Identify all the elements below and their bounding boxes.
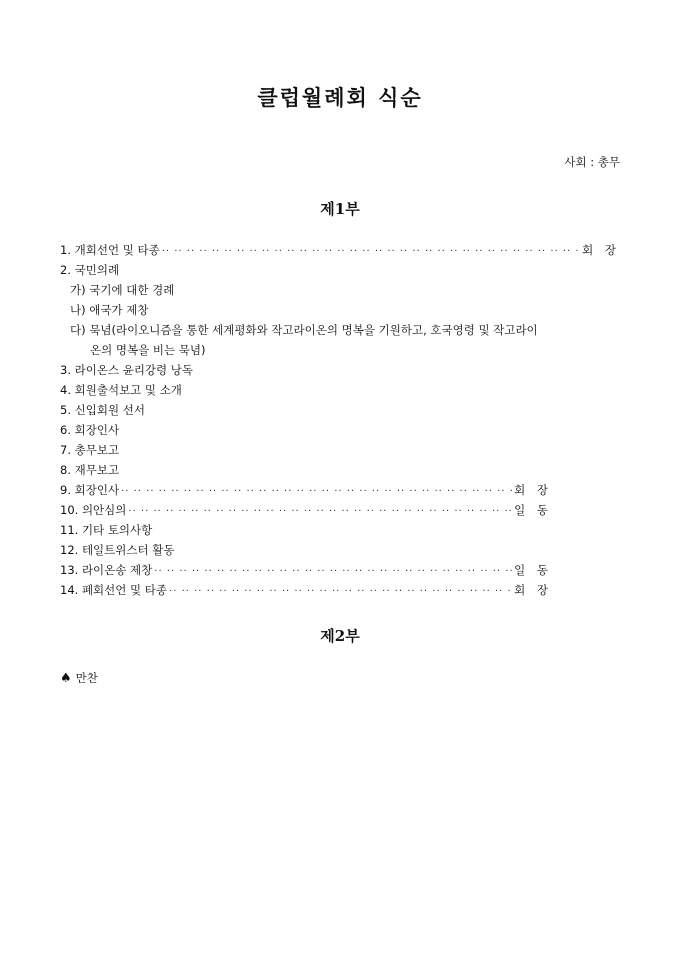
agenda-item-12: [60, 540, 620, 560]
agenda-item-text: 8. 재무보고: [60, 463, 120, 477]
document-title: 클럽월례회 식순: [257, 85, 423, 110]
agenda-item-4: [60, 380, 620, 400]
agenda-item-person: 회 장: [514, 583, 552, 597]
part2-item-dinner: [60, 670, 98, 686]
moderator-note: 사회 : 총무: [564, 155, 620, 169]
agenda-subitem-continuation: 온의 명복을 비는 묵념): [90, 343, 206, 357]
agenda-item-text: 4. 회원출석보고 및 소개: [60, 383, 182, 397]
part2-heading: 제2부: [320, 627, 360, 645]
agenda-item-text: 10. 의안심의: [60, 503, 127, 517]
agenda-item-text: 11. 기타 토의사항: [60, 523, 153, 537]
agenda-item-2: [60, 260, 620, 280]
agenda-item-text: 9. 회장인사: [60, 483, 120, 497]
agenda-item-14: [60, 580, 552, 600]
agenda-item-6: [60, 420, 620, 440]
agenda-item-5: [60, 400, 620, 420]
agenda-item-text: 12. 테일트위스터 활동: [60, 543, 175, 557]
dot-leader: [162, 242, 580, 262]
agenda-item-13: [60, 560, 552, 580]
agenda-item-1: [60, 240, 620, 260]
agenda-subitem-2c: [60, 320, 620, 360]
agenda-item-8: [60, 460, 620, 480]
part2-item-text: 만찬: [75, 671, 98, 685]
agenda-item-person: 회 장: [514, 483, 552, 497]
agenda-subitem-2a: 가) 국기에 대한 경례: [70, 283, 175, 297]
dot-leader: [154, 562, 512, 582]
spade-icon: ♠: [60, 671, 72, 686]
agenda-item-9: [60, 480, 552, 500]
dot-leader: [128, 502, 512, 522]
agenda-item-text: 1. 개회선언 및 타종: [60, 243, 160, 257]
agenda-item-person: 일 동: [514, 563, 552, 577]
agenda-item-person: 일 동: [514, 503, 552, 517]
agenda-item-text: 3. 라이온스 윤리강령 낭독: [60, 363, 194, 377]
agenda-item-text: 13. 라이온송 제창: [60, 563, 153, 577]
agenda-item-text: 2. 국민의례: [60, 263, 120, 277]
agenda-item-3: [60, 360, 620, 380]
part1-agenda-list: [60, 240, 620, 600]
dot-leader: [121, 482, 512, 502]
agenda-item-text: 14. 폐회선언 및 타종: [60, 583, 168, 597]
agenda-subitem-text: 다) 묵념(라이오니즘을 통한 세계평화와 작고라이온의 명복을 기원하고, 호국영령 및 작고라이: [70, 323, 538, 337]
agenda-item-text: 5. 신입회원 선서: [60, 403, 145, 417]
agenda-item-person: 회 장: [582, 243, 620, 257]
agenda-item-7: [60, 440, 620, 460]
agenda-subitem-2b: 나) 애국가 제창: [70, 303, 149, 317]
agenda-item-text: 7. 총무보고: [60, 443, 120, 457]
agenda-item-text: 6. 회장인사: [60, 423, 120, 437]
agenda-item-11: [60, 520, 620, 540]
part1-heading: 제1부: [320, 200, 360, 218]
dot-leader: [169, 582, 512, 602]
agenda-item-10: [60, 500, 552, 520]
